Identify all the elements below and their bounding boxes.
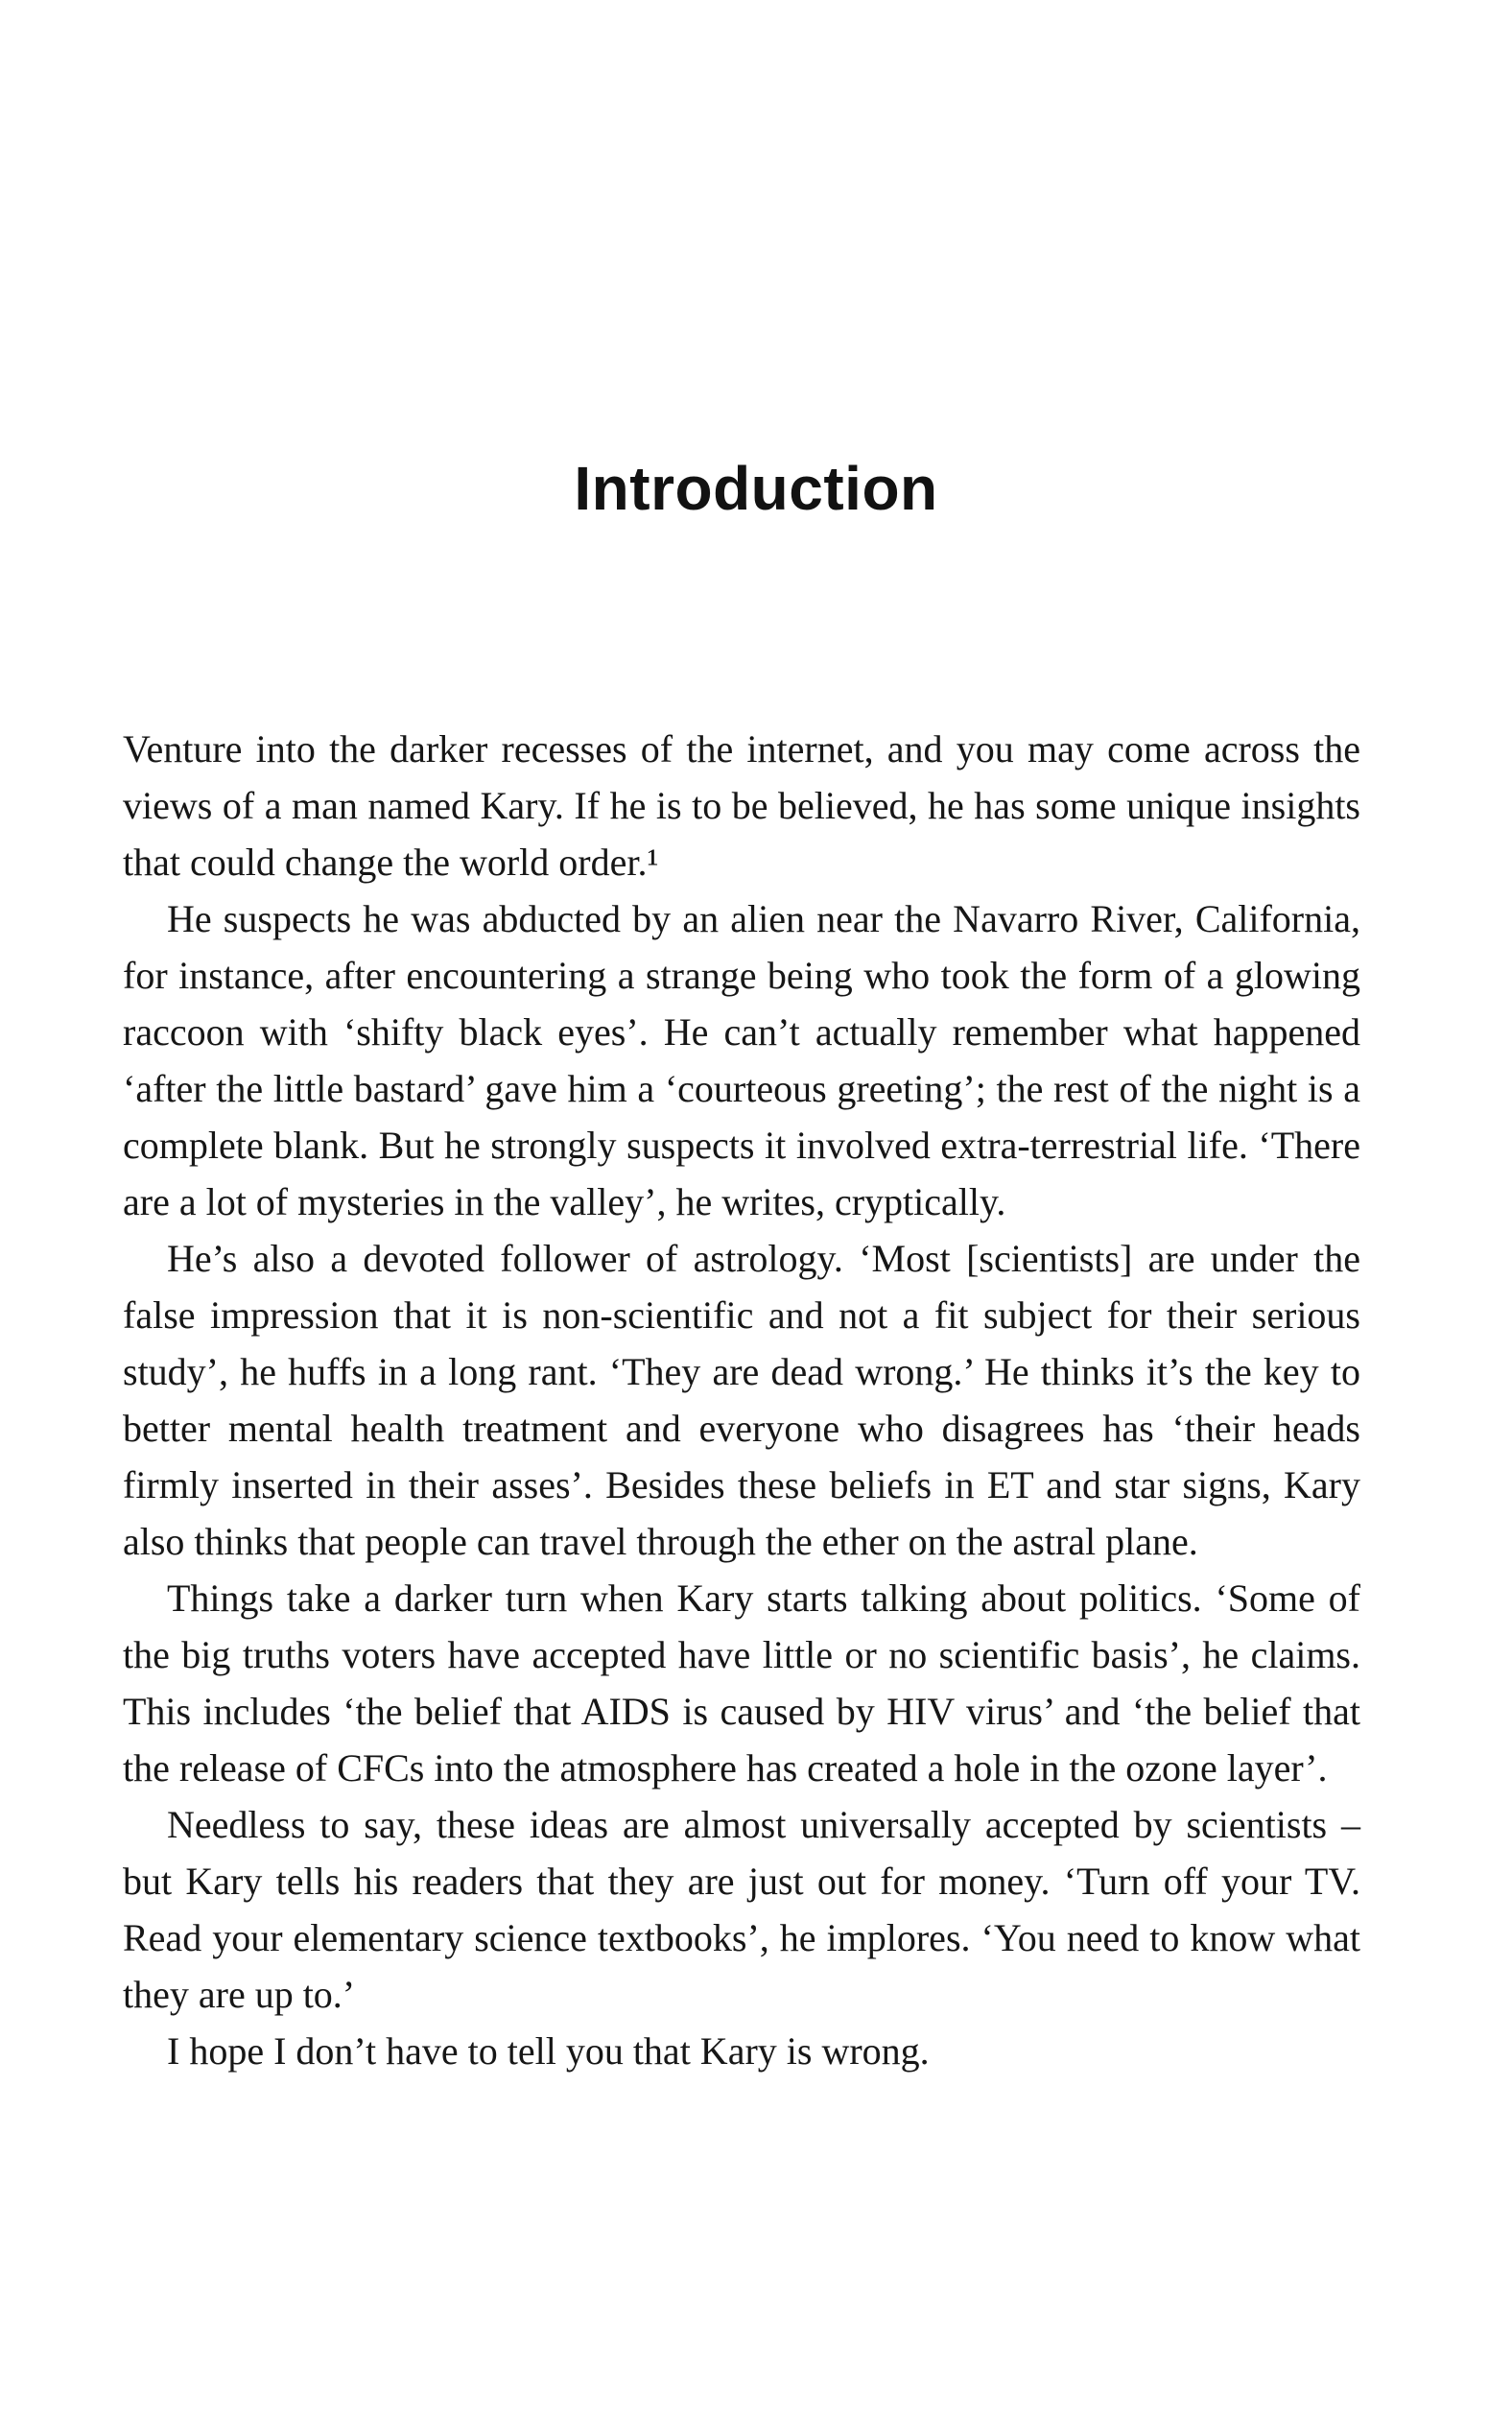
paragraph: Needless to say, these ideas are almost universally accepted by scientists – but Kary tells his readers that they are just out for money. ‘Turn off your TV. Read your elementary science textbooks’, he implores. ‘You need to know what they are up to.’ — [123, 1803, 1360, 2016]
paragraph: I hope I don’t have to tell you that Kary is wrong. — [167, 2029, 930, 2073]
body-text — [123, 721, 1360, 2079]
paragraph: He suspects he was abducted by an alien near the Navarro River, California, for instance, after encountering a strange being who took the form of a glowing raccoon with ‘shifty black eyes’. He can’t actually remember what happened ‘after the little bastard’ gave him a ‘courteous greeting’; the rest of the night is a complete blank. But he strongly suspects it involved extra-terrestrial life. ‘There are a lot of mysteries in the valley’, he writes, cryptically. — [123, 897, 1360, 1223]
paragraph: He’s also a devoted follower of astrology. ‘Most [scientists] are under the false impression that it is non-scientific and not a fit subject for their serious study’, he huffs in a long rant. ‘They are dead wrong.’ He thinks it’s the key to better mental health treatment and everyone who disagrees has ‘their heads firmly inserted in their asses’. Besides these beliefs in ET and star signs, Kary also thinks that people can travel through the ether on the astral plane. — [123, 1237, 1360, 1563]
paragraph: Things take a darker turn when Kary starts talking about politics. ‘Some of the big truths voters have accepted have little or no scientific basis’, he claims. This includes ‘the belief that AIDS is caused by HIV virus’ and ‘the belief that the release of CFCs into the atmosphere has created a hole in the ozone layer’. — [123, 1576, 1360, 1790]
paragraph: Venture into the darker recesses of the internet, and you may come across the views of a man named Kary. If he is to be believed, he has some unique insights that could change the world order.¹ — [123, 727, 1360, 884]
chapter-title: Introduction — [574, 454, 938, 523]
